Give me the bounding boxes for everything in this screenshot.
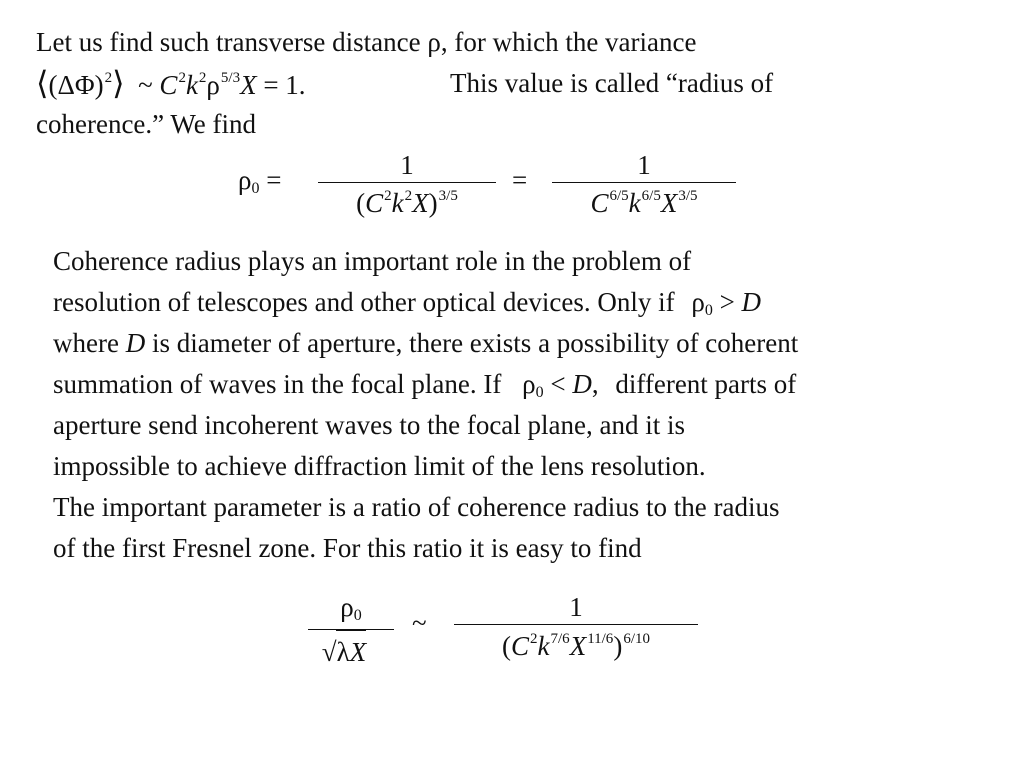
para2-line6: impossible to achieve diffraction limit of the lens resolution.: [53, 451, 706, 481]
para1-line1: Let us find such transverse distance ρ, for which the variance: [36, 27, 697, 57]
variance-formula: $⟨(\Delta\Phi)^2⟩$ ~ $C^2k^2\rho^{5/3}X = 1$.: [36, 65, 306, 101]
para2-line1: Coherence radius plays an important role in the problem of: [53, 246, 692, 276]
para2-line8: of the first Fresnel zone. For this ratio it is easy to find: [53, 533, 642, 563]
para2-line3: where D is diameter of aperture, there exists a possibility of coherent: [53, 328, 799, 358]
para1-line3: coherence.” We find: [36, 109, 256, 139]
para1-line2-tail: This value is called “radius of: [450, 68, 774, 98]
para2-line5: aperture send incoherent waves to the focal plane, and it is: [53, 410, 686, 440]
para2-line2: resolution of telescopes and other optical devices. Only if ρ0 > D: [53, 287, 762, 319]
para2-line4: summation of waves in the focal plane. If ρ0 < D, different parts of: [53, 369, 797, 401]
para2-line7: The important parameter is a ratio of coherence radius to the radius: [53, 492, 780, 522]
